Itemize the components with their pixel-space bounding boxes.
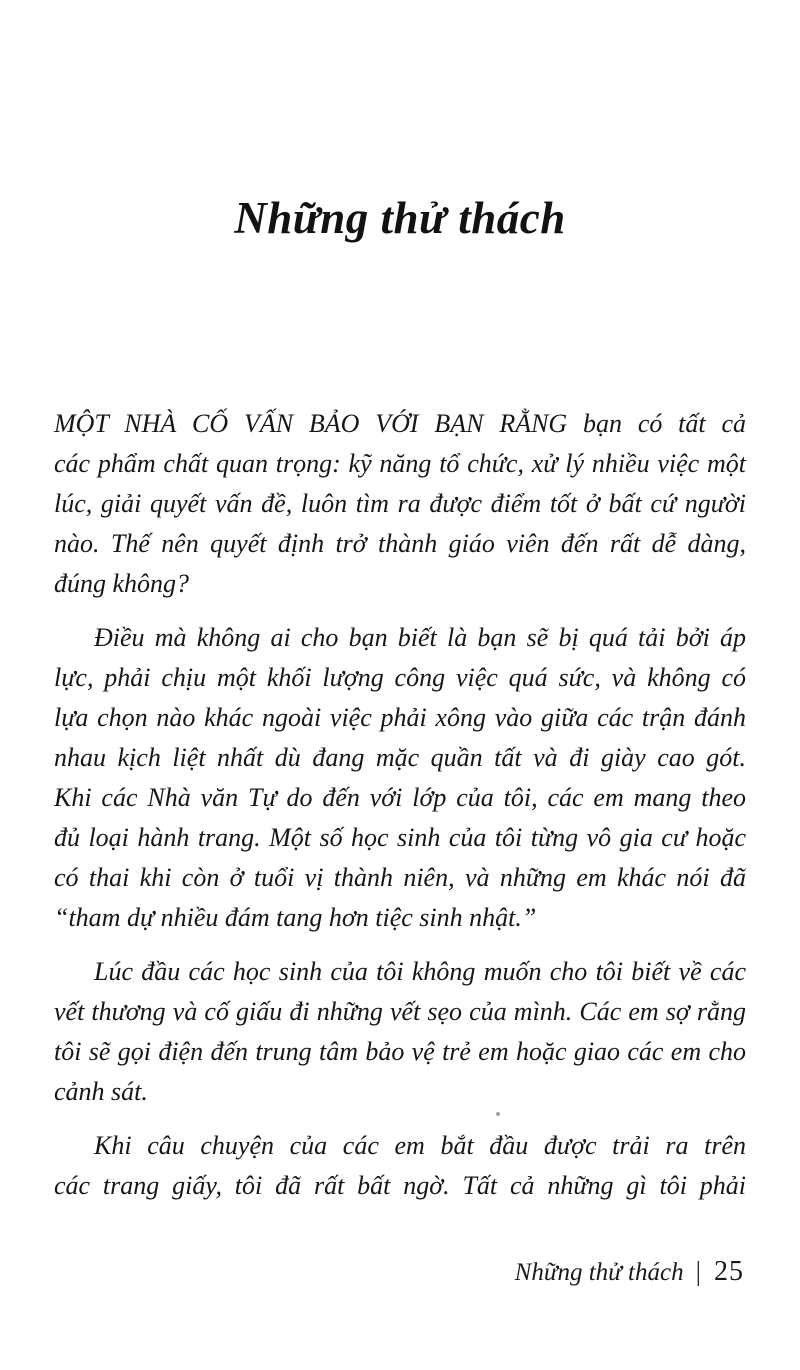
text-line: có thai khi còn ở tuổi vị thành niên, và những em khác nói đã bbox=[54, 863, 746, 892]
text-line: lúc, giải quyết vấn đề, luôn tìm ra được điểm tốt ở bất cứ người bbox=[54, 489, 746, 518]
text-line: Lúc đầu các học sinh của tôi không muốn cho tôi biết về các bbox=[94, 957, 746, 986]
chapter-title: Những thử thách bbox=[234, 193, 566, 243]
paragraph bbox=[54, 404, 746, 604]
text-line: các trang giấy, tôi đã rất bất ngờ. Tất cả những gì tôi phải bbox=[54, 1171, 746, 1200]
page-number: 25 bbox=[714, 1256, 744, 1287]
text-line: MỘT NHÀ CỐ VẤN BẢO VỚI BẠN RẰNG bạn có tất cả bbox=[54, 409, 746, 438]
text-line: nhau kịch liệt nhất dù đang mặc quần tất và đi giày cao gót. bbox=[54, 743, 746, 772]
running-title: Những thử thách bbox=[514, 1259, 684, 1286]
text-line: đủ loại hành trang. Một số học sinh của tôi từng vô gia cư hoặc bbox=[54, 823, 746, 852]
text-line: vết thương và cố giấu đi những vết sẹo của mình. Các em sợ rằng bbox=[54, 997, 746, 1026]
footer-separator: | bbox=[695, 1256, 701, 1286]
scan-artifact-dot bbox=[496, 1112, 500, 1116]
paragraph bbox=[54, 1126, 746, 1206]
text-line: tôi sẽ gọi điện đến trung tâm bảo vệ trẻ em hoặc giao các em cho bbox=[54, 1037, 746, 1066]
text-line: lựa chọn nào khác ngoài việc phải xông vào giữa các trận đánh bbox=[54, 703, 746, 732]
body-text bbox=[54, 404, 746, 1220]
paragraph bbox=[54, 618, 746, 938]
page-footer bbox=[515, 1256, 744, 1288]
paragraph bbox=[54, 952, 746, 1112]
text-line: các phẩm chất quan trọng: kỹ năng tổ chức, xử lý nhiều việc một bbox=[54, 449, 746, 478]
text-line: “tham dự nhiều đám tang hơn tiệc sinh nhật.” bbox=[54, 903, 537, 932]
text-line: Khi câu chuyện của các em bắt đầu được trải ra trên bbox=[94, 1131, 746, 1160]
text-line: lực, phải chịu một khối lượng công việc quá sức, và không có bbox=[54, 663, 746, 692]
text-line: nào. Thế nên quyết định trở thành giáo viên đến rất dễ dàng, bbox=[54, 529, 746, 558]
text-line: cảnh sát. bbox=[54, 1077, 148, 1106]
text-line: đúng không? bbox=[54, 569, 190, 598]
text-line: Điều mà không ai cho bạn biết là bạn sẽ bị quá tải bởi áp bbox=[94, 623, 746, 652]
text-line: Khi các Nhà văn Tự do đến với lớp của tôi, các em mang theo bbox=[54, 783, 746, 812]
